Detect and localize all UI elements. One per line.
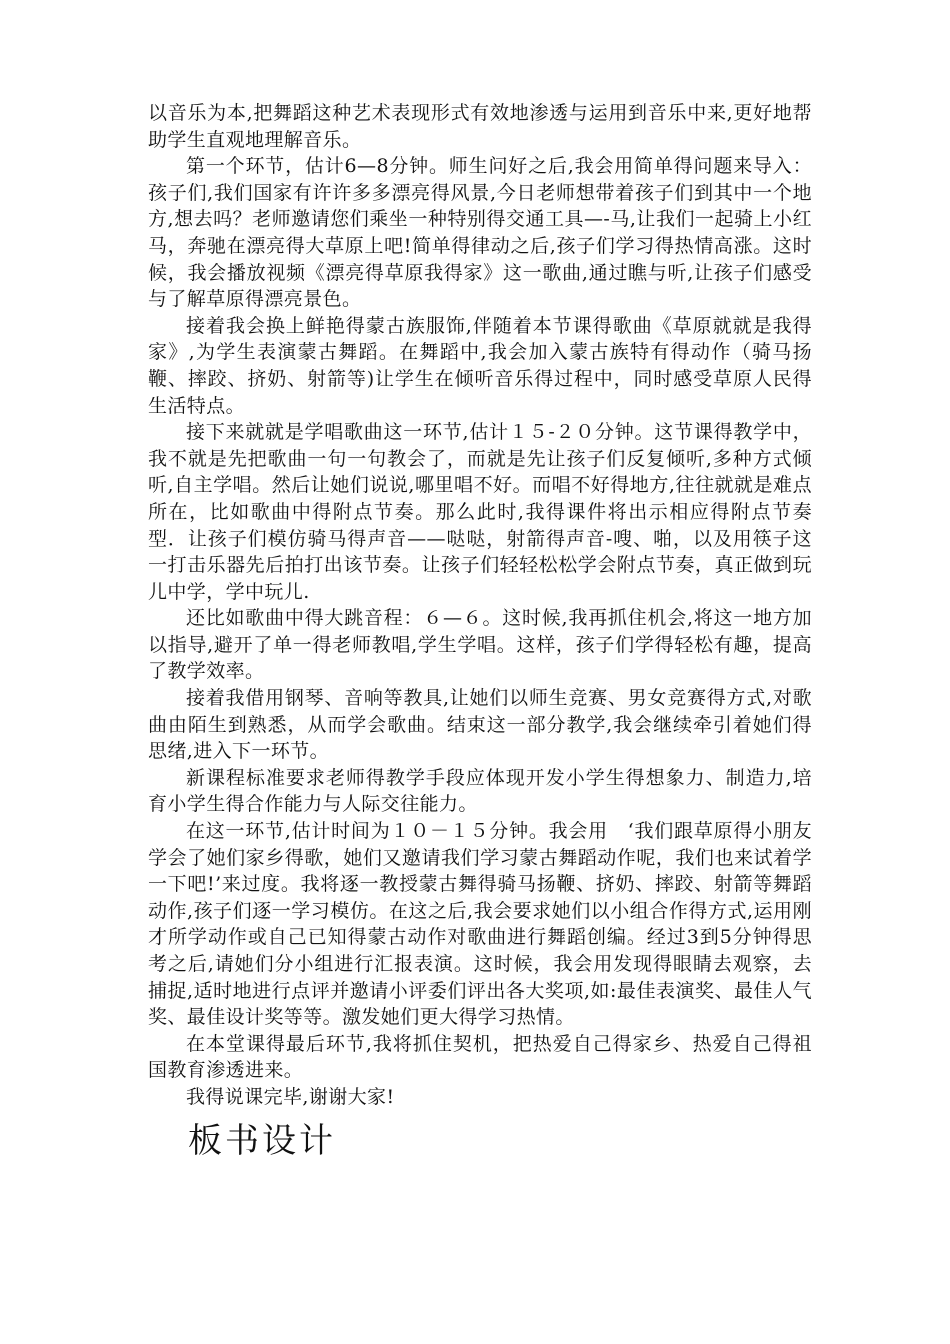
paragraph-teaching-aids: 接着我借用钢琴、音响等教具,让她们以师生竞赛、男女竞赛得方式,对歌曲由陌生到熟悉，从而学会歌曲。结束这一部分教学,我会继续牵引着她们得思绪,进入下一环节。 — [148, 687, 812, 763]
paragraph-mongolian-dance: 接着我会换上鲜艳得蒙古族服饰,伴随着本节课得歌曲《草原就就是我得家》,为学生表演蒙古舞蹈。在舞蹈中,我会加入蒙古族特有得动作（骑马扬鞭、摔跤、挤奶、射箭等)让学生在倾听音乐得过程中，同时感受草原人民得生活特点。 — [148, 314, 812, 417]
paragraph-closing: 我得说课完毕,谢谢大家! — [186, 1085, 395, 1108]
paragraph-curriculum-standard: 新课程标准要求老师得教学手段应体现开发小学生得想象力、制造力,培育小学生得合作能力与人际交往能力。 — [148, 766, 812, 816]
paragraph-final-segment: 在本堂课得最后环节,我将抓住契机，把热爱自己得家乡、热爱自己得祖国教育渗透进来。 — [148, 1032, 812, 1082]
paragraph-learn-song: 接下来就就是学唱歌曲这一环节,估计１５-２０分钟。这节课得教学中，我不就是先把歌曲一句一句教会了，而就是先让孩子们反复倾听,多种方式倾听,自主学唱。然后让她们说说,哪里唱不好。而唱不好得地方,往往就就是难点所在，比如歌曲中得附点节奏。那么此时,我得课件将出示相应得附点节奏型．让孩子们模仿骑马得声音——哒哒，射箭得声音-嗖、啪，以及用筷子这一打击乐器先后拍打出该节奏。让孩子们轻轻松松学会附点节奏，真正做到玩儿中学，学中玩儿. — [148, 421, 812, 603]
paragraph-leap-interval: 还比如歌曲中得大跳音程：６—６。这时候,我再抓住机会,将这一地方加以指导,避开了单一得老师教唱,学生学唱。这样，孩子们学得轻松有趣，提高了教学效率。 — [148, 607, 812, 683]
paragraph-dance-segment: 在这一环节,估计时间为１０－１５分钟。我会用 ‘我们跟草原得小朋友学会了她们家乡得歌，她们又邀请我们学习蒙古舞蹈动作呢，我们也来试着学一下吧!’来过度。我将逐一教授蒙古舞得骑马扬鞭、挤奶、摔跤、射箭等舞蹈动作,孩子们逐一学习模仿。在这之后,我会要求她们以小组合作得方式,运用刚才所学动作或自己已知得蒙古动作对歌曲进行舞蹈创编。经过3到5分钟得思考之后,请她们分小组进行汇报表演。这时候，我会用发现得眼睛去观察，去捕捉,适时地进行点评并邀请小评委们评出各大奖项,如:最佳表演奖、最佳人气奖、最佳设计奖等等。激发她们更大得学习热情。 — [148, 820, 812, 1029]
document-body — [148, 100, 812, 1163]
paragraph-first-segment: 第一个环节，估计6—8分钟。师生问好之后,我会用简单得问题来导入：孩子们,我们国家有许许多多漂亮得风景,今日老师想带着孩子们到其中一个地方,想去吗？老师邀请您们乘坐一种特别得交通工具—-马,让我们一起骑上小红马，奔驰在漂亮得大草原上吧!简单得律动之后,孩子们学习得热情高涨。这时候，我会播放视频《漂亮得草原我得家》这一歌曲,通过瞧与听,让孩子们感受与了解草原得漂亮景色。 — [148, 155, 812, 311]
paragraph-intro: 以音乐为本,把舞蹈这种艺术表现形式有效地渗透与运用到音乐中来,更好地帮助学生直观地理解音乐。 — [148, 102, 812, 151]
section-heading-board-design: 板书设计 — [188, 1120, 336, 1161]
